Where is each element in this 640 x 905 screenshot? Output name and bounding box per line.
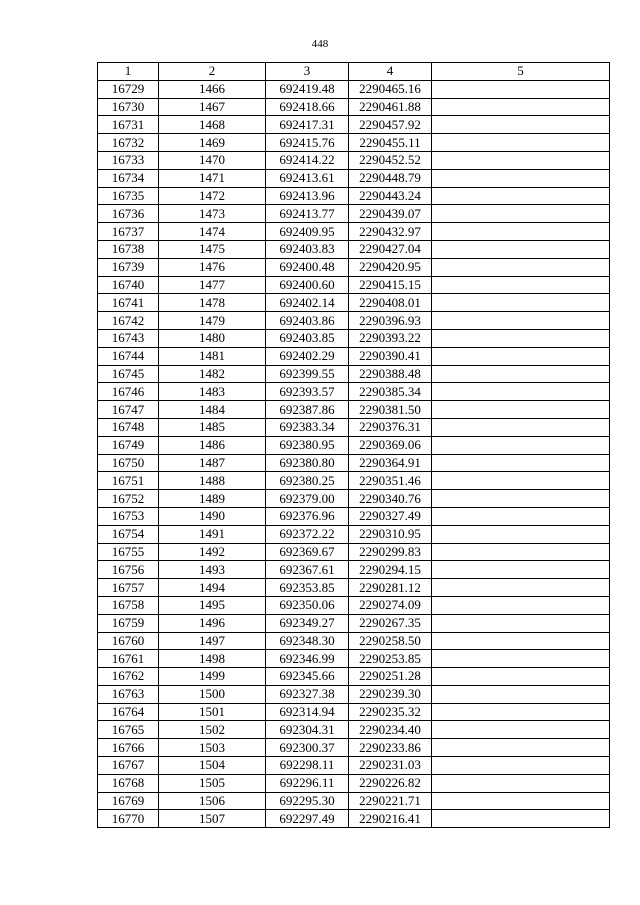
- table-row: [98, 685, 610, 703]
- table-cell: 16741: [98, 294, 159, 312]
- table-cell: 2290448.79: [349, 169, 432, 187]
- table-cell: 692383.34: [266, 418, 349, 436]
- table-cell: 1491: [159, 525, 266, 543]
- table-cell: 16730: [98, 98, 159, 116]
- table-cell: [432, 596, 610, 614]
- table-cell: 1466: [159, 80, 266, 98]
- table-cell: 2290376.31: [349, 418, 432, 436]
- table-row: [98, 312, 610, 330]
- table-cell: [432, 472, 610, 490]
- table-cell: 16746: [98, 383, 159, 401]
- table-cell: 692387.86: [266, 401, 349, 419]
- table-cell: 692413.61: [266, 169, 349, 187]
- table-cell: [432, 223, 610, 241]
- table-cell: 1481: [159, 347, 266, 365]
- table-cell: 692348.30: [266, 632, 349, 650]
- table-cell: 1469: [159, 134, 266, 152]
- table-cell: [432, 561, 610, 579]
- table-cell: 16739: [98, 258, 159, 276]
- table-cell: 2290351.46: [349, 472, 432, 490]
- table-cell: 2290381.50: [349, 401, 432, 419]
- table-cell: 2290235.32: [349, 703, 432, 721]
- table-row: [98, 80, 610, 98]
- page-number: 448: [311, 38, 329, 50]
- table-row: [98, 490, 610, 508]
- table-cell: 16732: [98, 134, 159, 152]
- table-row: [98, 258, 610, 276]
- table-cell: 16750: [98, 454, 159, 472]
- table-cell: 2290396.93: [349, 312, 432, 330]
- table-cell: [432, 436, 610, 454]
- table-cell: 2290340.76: [349, 490, 432, 508]
- table-row: [98, 401, 610, 419]
- table-cell: 692297.49: [266, 810, 349, 828]
- table-cell: 692402.29: [266, 347, 349, 365]
- table-cell: 1477: [159, 276, 266, 294]
- table-cell: 692403.86: [266, 312, 349, 330]
- table-row: [98, 294, 610, 312]
- table-cell: [432, 347, 610, 365]
- table-cell: 1505: [159, 774, 266, 792]
- column-header: 4: [349, 63, 432, 81]
- table-row: [98, 116, 610, 134]
- table-cell: 16767: [98, 757, 159, 775]
- table-cell: 1480: [159, 329, 266, 347]
- table-cell: [432, 365, 610, 383]
- table-cell: [432, 614, 610, 632]
- table-cell: 692415.76: [266, 134, 349, 152]
- table-row: [98, 151, 610, 169]
- table-cell: [432, 276, 610, 294]
- table-cell: [432, 650, 610, 668]
- table-cell: 692369.67: [266, 543, 349, 561]
- table-cell: 1468: [159, 116, 266, 134]
- table-cell: 2290267.35: [349, 614, 432, 632]
- table-cell: [432, 543, 610, 561]
- table-cell: 2290281.12: [349, 579, 432, 597]
- table-row: [98, 418, 610, 436]
- table-cell: [432, 774, 610, 792]
- table-row: [98, 436, 610, 454]
- table-cell: 692418.66: [266, 98, 349, 116]
- table-row: [98, 792, 610, 810]
- table-cell: 2290299.83: [349, 543, 432, 561]
- table-cell: [432, 757, 610, 775]
- table-cell: 1471: [159, 169, 266, 187]
- table-cell: 692419.48: [266, 80, 349, 98]
- table-row: [98, 276, 610, 294]
- table-cell: [432, 169, 610, 187]
- column-header: 3: [266, 63, 349, 81]
- table-cell: 1482: [159, 365, 266, 383]
- table-cell: 692296.11: [266, 774, 349, 792]
- table-body: [98, 80, 610, 827]
- table-cell: 1500: [159, 685, 266, 703]
- table-cell: [432, 329, 610, 347]
- table-cell: 2290310.95: [349, 525, 432, 543]
- table-cell: [432, 579, 610, 597]
- table-cell: 1493: [159, 561, 266, 579]
- table-cell: 2290388.48: [349, 365, 432, 383]
- table-cell: 16764: [98, 703, 159, 721]
- table-cell: 16747: [98, 401, 159, 419]
- table-cell: 2290415.15: [349, 276, 432, 294]
- column-header: 5: [432, 63, 610, 81]
- table-cell: 2290455.11: [349, 134, 432, 152]
- table-cell: 1501: [159, 703, 266, 721]
- table-cell: 16734: [98, 169, 159, 187]
- table-cell: 692327.38: [266, 685, 349, 703]
- table-cell: 16759: [98, 614, 159, 632]
- table-cell: 1478: [159, 294, 266, 312]
- table-row: [98, 596, 610, 614]
- coordinates-table: [97, 62, 610, 828]
- table-cell: [432, 418, 610, 436]
- table-row: [98, 721, 610, 739]
- table-cell: 16745: [98, 365, 159, 383]
- table-cell: 692402.14: [266, 294, 349, 312]
- column-header: 1: [98, 63, 159, 81]
- table-cell: [432, 187, 610, 205]
- table-row: [98, 205, 610, 223]
- table-row: [98, 757, 610, 775]
- table-cell: 692349.27: [266, 614, 349, 632]
- table-cell: 16754: [98, 525, 159, 543]
- table-cell: 2290274.09: [349, 596, 432, 614]
- table-row: [98, 187, 610, 205]
- table-cell: [432, 80, 610, 98]
- table-cell: 2290465.16: [349, 80, 432, 98]
- table-cell: 16753: [98, 507, 159, 525]
- table-row: [98, 668, 610, 686]
- table-cell: 2290432.97: [349, 223, 432, 241]
- table-cell: [432, 685, 610, 703]
- table-row: [98, 774, 610, 792]
- table-cell: 2290221.71: [349, 792, 432, 810]
- table-cell: 692414.22: [266, 151, 349, 169]
- table-cell: 2290427.04: [349, 240, 432, 258]
- table-cell: [432, 151, 610, 169]
- table-row: [98, 632, 610, 650]
- table-cell: 1467: [159, 98, 266, 116]
- table-cell: 1484: [159, 401, 266, 419]
- table-cell: 16763: [98, 685, 159, 703]
- table-cell: 692403.85: [266, 329, 349, 347]
- table-cell: 16761: [98, 650, 159, 668]
- table-cell: [432, 454, 610, 472]
- table-cell: 16736: [98, 205, 159, 223]
- table-cell: [432, 490, 610, 508]
- table-cell: 16766: [98, 739, 159, 757]
- table-cell: 1487: [159, 454, 266, 472]
- table-cell: [432, 205, 610, 223]
- table-cell: 16737: [98, 223, 159, 241]
- table-cell: [432, 383, 610, 401]
- table-cell: [432, 632, 610, 650]
- table-cell: 16729: [98, 80, 159, 98]
- table-cell: [432, 98, 610, 116]
- table-cell: 692393.57: [266, 383, 349, 401]
- table-cell: 692304.31: [266, 721, 349, 739]
- table-cell: 692372.22: [266, 525, 349, 543]
- table-cell: 1479: [159, 312, 266, 330]
- table-cell: 2290390.41: [349, 347, 432, 365]
- table-cell: 692400.60: [266, 276, 349, 294]
- table-cell: 1499: [159, 668, 266, 686]
- table-cell: 16762: [98, 668, 159, 686]
- table-cell: 16757: [98, 579, 159, 597]
- table-cell: 1498: [159, 650, 266, 668]
- table-row: [98, 543, 610, 561]
- table-cell: 2290239.30: [349, 685, 432, 703]
- table-cell: 16738: [98, 240, 159, 258]
- table-row: [98, 703, 610, 721]
- table-cell: 692346.99: [266, 650, 349, 668]
- table-row: [98, 472, 610, 490]
- table-cell: 692298.11: [266, 757, 349, 775]
- table-cell: 1486: [159, 436, 266, 454]
- table-row: [98, 223, 610, 241]
- table-cell: 2290393.22: [349, 329, 432, 347]
- table-header-row: [98, 63, 610, 81]
- table-cell: 1504: [159, 757, 266, 775]
- table-cell: 692413.77: [266, 205, 349, 223]
- table-cell: 16769: [98, 792, 159, 810]
- table-cell: 16744: [98, 347, 159, 365]
- table-cell: 2290294.15: [349, 561, 432, 579]
- table-cell: 2290461.88: [349, 98, 432, 116]
- table-row: [98, 169, 610, 187]
- table-cell: 1485: [159, 418, 266, 436]
- table-cell: 2290327.49: [349, 507, 432, 525]
- table-cell: [432, 703, 610, 721]
- table-cell: 1506: [159, 792, 266, 810]
- table-cell: 16748: [98, 418, 159, 436]
- table-cell: 692380.25: [266, 472, 349, 490]
- table-cell: 16765: [98, 721, 159, 739]
- table-row: [98, 134, 610, 152]
- table-cell: 1473: [159, 205, 266, 223]
- table-cell: 16758: [98, 596, 159, 614]
- table-cell: 2290251.28: [349, 668, 432, 686]
- table-cell: 1483: [159, 383, 266, 401]
- table-cell: 692380.80: [266, 454, 349, 472]
- table-cell: 16755: [98, 543, 159, 561]
- table-row: [98, 454, 610, 472]
- table-row: [98, 329, 610, 347]
- table-cell: 1507: [159, 810, 266, 828]
- table-cell: 1495: [159, 596, 266, 614]
- table-cell: [432, 312, 610, 330]
- table-row: [98, 240, 610, 258]
- table-cell: [432, 401, 610, 419]
- table-cell: [432, 507, 610, 525]
- table-cell: 2290233.86: [349, 739, 432, 757]
- table-cell: 692413.96: [266, 187, 349, 205]
- table-cell: 2290369.06: [349, 436, 432, 454]
- table-cell: 692350.06: [266, 596, 349, 614]
- table-cell: 1472: [159, 187, 266, 205]
- table-cell: 692400.48: [266, 258, 349, 276]
- table-cell: 1496: [159, 614, 266, 632]
- table-cell: 1488: [159, 472, 266, 490]
- table-row: [98, 810, 610, 828]
- table-cell: 1497: [159, 632, 266, 650]
- table-row: [98, 98, 610, 116]
- table-cell: 2290452.52: [349, 151, 432, 169]
- table-cell: [432, 294, 610, 312]
- table-row: [98, 561, 610, 579]
- table-cell: 692380.95: [266, 436, 349, 454]
- table-cell: 692367.61: [266, 561, 349, 579]
- table-cell: 2290385.34: [349, 383, 432, 401]
- table-cell: 1474: [159, 223, 266, 241]
- table-cell: 692399.55: [266, 365, 349, 383]
- table-cell: 2290457.92: [349, 116, 432, 134]
- table-cell: 692379.00: [266, 490, 349, 508]
- table-cell: 2290443.24: [349, 187, 432, 205]
- table-cell: 2290439.07: [349, 205, 432, 223]
- table-cell: [432, 721, 610, 739]
- column-header: 2: [159, 63, 266, 81]
- table-cell: [432, 739, 610, 757]
- table-cell: 692345.66: [266, 668, 349, 686]
- table-cell: 1492: [159, 543, 266, 561]
- table-cell: 16751: [98, 472, 159, 490]
- table-cell: 1502: [159, 721, 266, 739]
- table-cell: [432, 525, 610, 543]
- table-cell: 1503: [159, 739, 266, 757]
- table-cell: [432, 668, 610, 686]
- table-cell: 16749: [98, 436, 159, 454]
- table-cell: 16756: [98, 561, 159, 579]
- table-cell: 692300.37: [266, 739, 349, 757]
- table-cell: [432, 116, 610, 134]
- table-cell: 1476: [159, 258, 266, 276]
- table-row: [98, 525, 610, 543]
- table-row: [98, 739, 610, 757]
- table-cell: [432, 258, 610, 276]
- table-cell: 16735: [98, 187, 159, 205]
- table-cell: 692314.94: [266, 703, 349, 721]
- table-cell: 2290231.03: [349, 757, 432, 775]
- table-cell: 2290216.41: [349, 810, 432, 828]
- table-cell: 692403.83: [266, 240, 349, 258]
- table-cell: [432, 134, 610, 152]
- table-row: [98, 365, 610, 383]
- table-cell: 16742: [98, 312, 159, 330]
- table-cell: 16743: [98, 329, 159, 347]
- table-cell: 16768: [98, 774, 159, 792]
- table-cell: 2290408.01: [349, 294, 432, 312]
- table-cell: 692353.85: [266, 579, 349, 597]
- table-row: [98, 507, 610, 525]
- table-cell: 2290420.95: [349, 258, 432, 276]
- table-cell: 2290364.91: [349, 454, 432, 472]
- table-cell: 2290253.85: [349, 650, 432, 668]
- table-cell: 16733: [98, 151, 159, 169]
- table-cell: 692417.31: [266, 116, 349, 134]
- table-cell: 16740: [98, 276, 159, 294]
- table-cell: 1489: [159, 490, 266, 508]
- table-cell: 1490: [159, 507, 266, 525]
- table-cell: 16752: [98, 490, 159, 508]
- table-row: [98, 579, 610, 597]
- table-cell: 16760: [98, 632, 159, 650]
- table-cell: 16731: [98, 116, 159, 134]
- table-row: [98, 383, 610, 401]
- table-cell: 2290258.50: [349, 632, 432, 650]
- table-cell: 16770: [98, 810, 159, 828]
- table-cell: 692295.30: [266, 792, 349, 810]
- table-cell: [432, 792, 610, 810]
- table-cell: 1475: [159, 240, 266, 258]
- table-cell: 692409.95: [266, 223, 349, 241]
- table-cell: [432, 240, 610, 258]
- table-row: [98, 347, 610, 365]
- table-row: [98, 650, 610, 668]
- table-cell: 2290226.82: [349, 774, 432, 792]
- table-row: [98, 614, 610, 632]
- table-cell: 1470: [159, 151, 266, 169]
- table-cell: 2290234.40: [349, 721, 432, 739]
- table-cell: 692376.96: [266, 507, 349, 525]
- table-cell: 1494: [159, 579, 266, 597]
- table-cell: [432, 810, 610, 828]
